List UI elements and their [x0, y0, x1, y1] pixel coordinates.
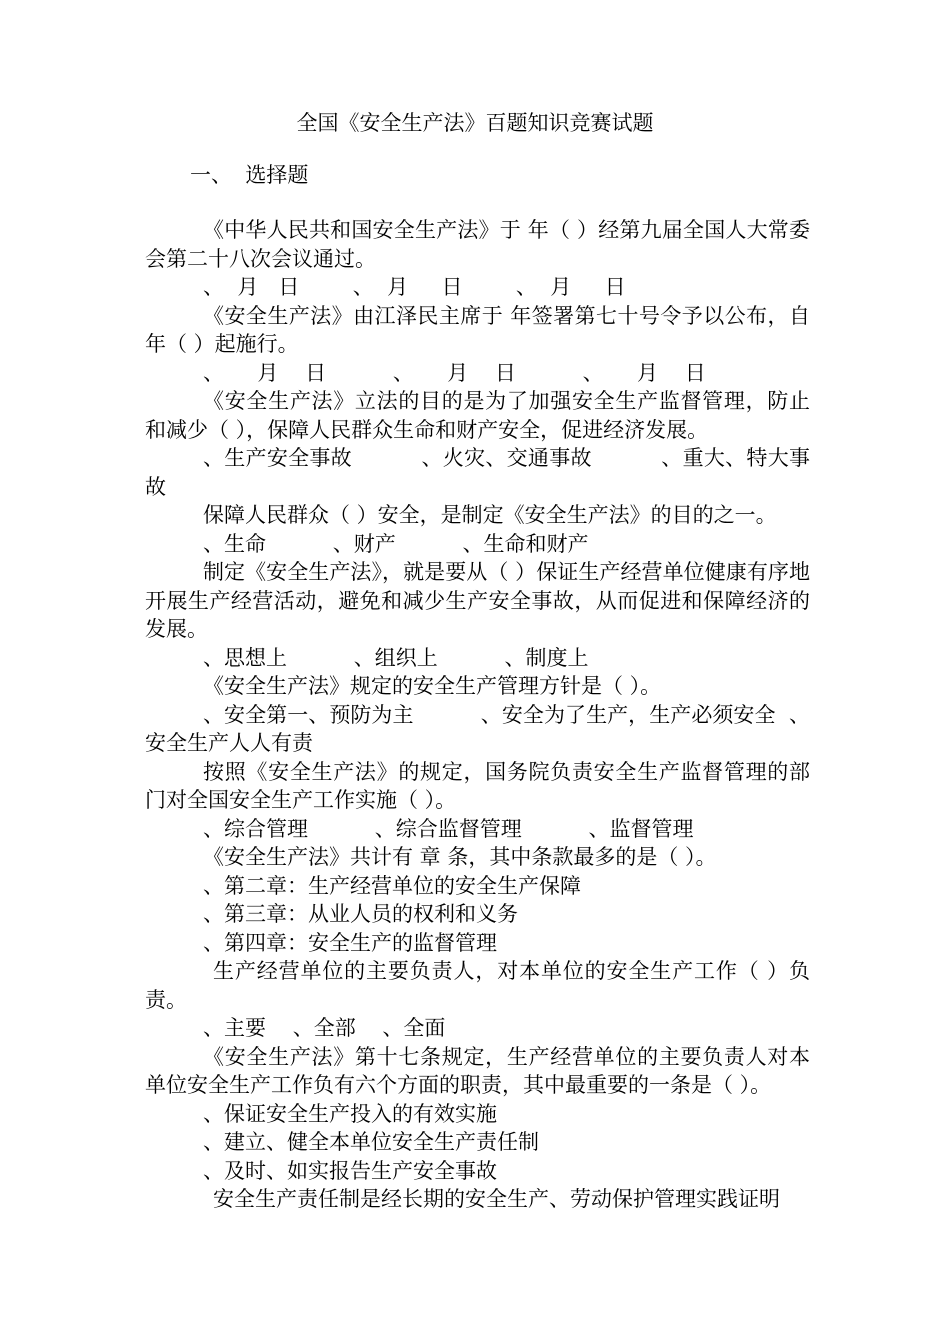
- answer-option: 、第二章：生产经营单位的安全生产保障: [203, 873, 581, 898]
- section-heading: 一、 选择题: [190, 163, 309, 187]
- answer-options: 、 月 日 、 月 日 、 月 日: [203, 275, 626, 299]
- answer-options: 、综合管理 、综合监督管理 、监督管理: [203, 816, 694, 841]
- question-text: 制定《安全生产法》，就是要从（ ）保证生产经营单位健康有序地开展生产经营活动，避免和减少生产安全事故，从而促进和保障经济的发展。: [145, 560, 810, 641]
- question-text: 安全生产责任制是经长期的安全生产、劳动保护管理实践证明: [213, 1187, 780, 1211]
- answer-option: 、及时、如实报告生产安全事故: [203, 1158, 497, 1183]
- answer-option: 、第四章：安全生产的监督管理: [203, 930, 497, 955]
- document-title: 全国《安全生产法》百题知识竞赛试题: [296, 111, 654, 135]
- question-text: 生产经营单位的主要负责人，对本单位的安全生产工作（ ）负责。: [145, 959, 810, 1012]
- answer-options: 、安全第一、预防为主 、安全为了生产，生产必须安全 、安全生产人人有责: [145, 702, 810, 755]
- answer-options: 、生产安全事故 、火灾、交通事故 、重大、特大事故: [145, 446, 810, 499]
- answer-option: 、建立、健全本单位安全生产责任制: [203, 1130, 539, 1154]
- question-text: 按照《安全生产法》的规定，国务院负责安全生产监督管理的部门对全国安全生产工作实施（ ）。: [145, 759, 810, 812]
- question-text: 《安全生产法》第十七条规定，生产经营单位的主要负责人对本单位安全生产工作负有六个方面的职责，其中最重要的一条是（ ）。: [145, 1044, 810, 1097]
- answer-option: 、保证安全生产投入的有效实施: [203, 1101, 497, 1126]
- question-text: 保障人民群众（ ）安全，是制定《安全生产法》的目的之一。: [203, 503, 777, 527]
- answer-options: 、 月 日 、 月 日 、 月 日: [203, 360, 706, 385]
- question-text: 《安全生产法》由江泽民主席于 年签署第七十号令予以公布，自 年（ ）起施行。: [145, 303, 810, 356]
- answer-options: 、生命 、财产 、生命和财产: [203, 531, 589, 556]
- answer-options: 、主要 、全部 、全面: [203, 1016, 446, 1040]
- question-list: [145, 216, 810, 1214]
- question-text: 《中华人民共和国安全生产法》于 年（ ）经第九届全国人大常委会第二十八次会议通过。: [145, 218, 810, 271]
- question-text: 《安全生产法》立法的目的是为了加强安全生产监督管理，防止和减少（ ），保障人民群众生命和财产安全，促进经济发展。: [145, 389, 810, 442]
- question-text: 《安全生产法》共计有 章 条，其中条款最多的是（ ）。: [203, 845, 717, 869]
- question-text: 《安全生产法》规定的安全生产管理方针是（ ）。: [203, 674, 662, 698]
- answer-options: 、思想上 、组织上 、制度上: [203, 645, 589, 670]
- answer-option: 、第三章：从业人员的权利和义务: [203, 902, 518, 926]
